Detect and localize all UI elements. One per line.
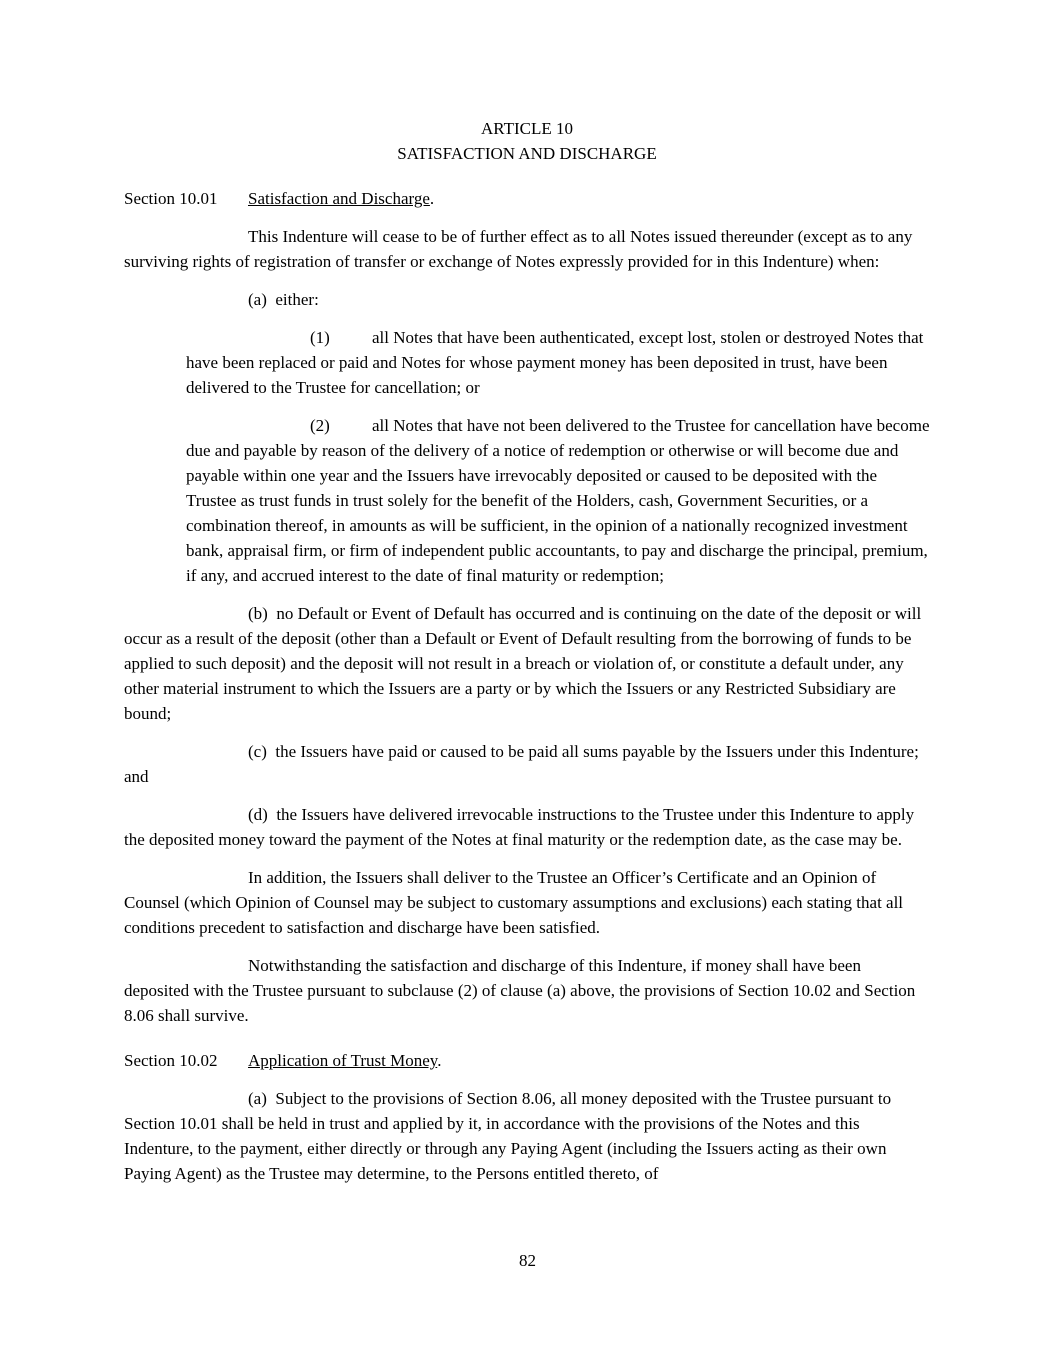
- section-10-01-title: Satisfaction and Discharge: [248, 189, 430, 208]
- article-heading-title: SATISFACTION AND DISCHARGE: [397, 144, 657, 163]
- paragraph-10-02-a: (a) Subject to the provisions of Section 8.06, all money deposited with the Trustee pursuant to Section 10.01 shall be held in trust and applied by it, in accordance with the provisions of the Notes and this Indenture, to the payment, either directly or through any Paying Agent (including the Issuers acting as their own Paying Agent) as the Trustee may determine, to the Persons entitled thereto, of: [124, 1089, 896, 1183]
- paragraph-notwithstanding: Notwithstanding the satisfaction and discharge of this Indenture, if money shall have been deposited with the Trustee pursuant to subclause (2) of clause (a) above, the provisions of Section 10.02 and Section 8.06 shall survive.: [124, 956, 920, 1025]
- section-10-01-heading: [124, 186, 930, 211]
- list-item-c: (c) the Issuers have paid or caused to be paid all sums payable by the Issuers under this Indenture; and: [124, 742, 924, 786]
- page-number: 82: [519, 1251, 536, 1270]
- article-heading-number: ARTICLE 10: [481, 119, 573, 138]
- section-10-01-period: .: [429, 189, 435, 208]
- section-10-02-title: Application of Trust Money: [248, 1051, 438, 1070]
- list-item-a1-text: all Notes that have been authenticated, except lost, stolen or destroyed Notes that have been replaced or paid and Notes for whose payment money has been deposited in trust, have been delivered to the Trustee for cancellation; or: [186, 328, 928, 397]
- list-item-b: (b) no Default or Event of Default has occurred and is continuing on the date of the deposit or will occur as a result of the deposit (other than a Default or Event of Default resulting from the borrowing of funds to be applied to such deposit) and the deposit will not result in a breach or violation of, or constitute a default under, any other material instrument to which the Issuers are a party or by which the Issuers or any Restricted Subsidiary are bound;: [124, 604, 926, 723]
- paragraph-intro: This Indenture will cease to be of further effect as to all Notes issued thereunder (except as to any surviving rights of registration of transfer or exchange of Notes expressly provided for in this Indenture) when:: [124, 227, 917, 271]
- section-10-02-period: .: [437, 1051, 442, 1070]
- section-10-01-label: Section 10.01: [124, 189, 218, 208]
- list-item-a2-marker: (2): [310, 416, 330, 435]
- list-item-a2-text: all Notes that have not been delivered to the Trustee for cancellation have become due and payable by reason of the delivery of a notice of redemption or otherwise or will become due and payable within one year and the Issuers have irrevocably deposited or caused to be deposited with the Trustee as trust funds in trust solely for the benefit of the Holders, cash, Government Securities, or a combination thereof, in amounts as will be sufficient, in the opinion of a nationally recognized investment bank, appraisal firm, or firm of independent public accountants, to pay and discharge the principal, premium, if any, and accrued interest to the date of final maturity or redemption;: [186, 416, 934, 585]
- section-10-02-label: Section 10.02: [124, 1051, 218, 1070]
- list-item-a1-marker: (1): [310, 328, 330, 347]
- paragraph-in-addition: In addition, the Issuers shall deliver to the Trustee an Officer’s Certificate and an Opinion of Counsel (which Opinion of Counsel may be subject to customary assumptions and exclusions) each stating that all conditions precedent to satisfaction and discharge have been satisfied.: [124, 868, 908, 937]
- list-item-a: (a) either:: [248, 290, 319, 309]
- article-heading: [124, 116, 930, 166]
- list-item-a2: [186, 413, 934, 588]
- section-10-02-heading: [124, 1048, 930, 1073]
- list-item-d: (d) the Issuers have delivered irrevocable instructions to the Trustee under this Indenture to apply the deposited money toward the payment of the Notes at final maturity or the redemption date, as the case may be.: [124, 805, 919, 849]
- list-item-a1: [186, 325, 930, 400]
